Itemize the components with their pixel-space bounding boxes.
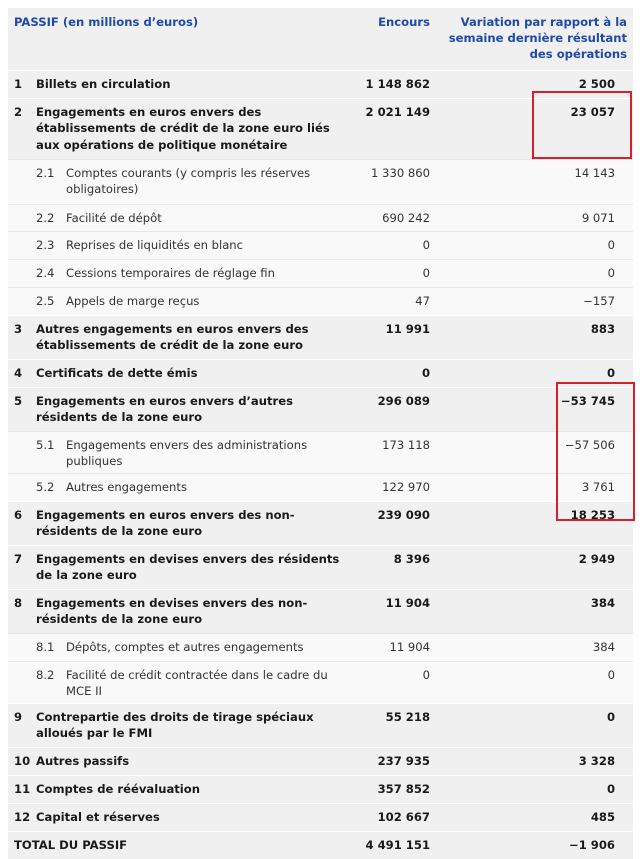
row-label: Comptes courants (y compris les réserves obligatoires) — [66, 165, 311, 196]
row-encours: 122 970 — [350, 473, 440, 501]
row-label: Engagements envers des administrations publiques — [66, 437, 308, 468]
row-label: Engagements en euros envers d’autres résidents de la zone euro — [30, 387, 350, 431]
row-encours: 11 991 — [350, 315, 440, 359]
table-row — [8, 473, 633, 501]
total-variation: −1 906 — [440, 831, 633, 859]
row-label: Dépôts, comptes et autres engagements — [66, 639, 304, 654]
row-encours: 8 396 — [350, 545, 440, 589]
table-row — [8, 661, 633, 703]
row-label: Comptes de réévaluation — [30, 775, 350, 803]
table-row — [8, 315, 633, 359]
table-row — [8, 287, 633, 315]
row-variation: 9 071 — [440, 204, 633, 231]
highlight-box — [532, 91, 632, 159]
row-label: Certificats de dette émis — [30, 359, 350, 387]
row-encours: 296 089 — [350, 387, 440, 431]
row-encours: 173 118 — [350, 431, 440, 473]
row-label: Engagements en euros envers des non-résidents de la zone euro — [30, 501, 350, 545]
row-encours: 102 667 — [350, 803, 440, 831]
row-encours: 1 330 860 — [350, 159, 440, 204]
row-label: Facilité de crédit contractée dans le cadre du MCE II — [66, 667, 328, 698]
row-encours: 47 — [350, 287, 440, 315]
row-encours: 690 242 — [350, 204, 440, 231]
row-number: 8.2 — [36, 667, 55, 682]
row-encours: 11 904 — [350, 633, 440, 661]
table-row — [8, 159, 633, 204]
table-row — [8, 259, 633, 287]
row-variation: 18 253 — [440, 501, 633, 545]
row-number: 1 — [8, 70, 30, 98]
table-row — [8, 359, 633, 387]
row-encours: 2 021 149 — [350, 98, 440, 159]
row-variation: 3 761 — [440, 473, 633, 501]
header-label: PASSIF (en millions d’euros) — [14, 15, 199, 29]
row-number: 9 — [8, 703, 30, 747]
row-variation: 0 — [440, 775, 633, 803]
row-variation: 485 — [440, 803, 633, 831]
row-label: Contrepartie des droits de tirage spéciaux alloués par le FMI — [30, 703, 350, 747]
row-encours: 11 904 — [350, 589, 440, 633]
row-number: 6 — [8, 501, 30, 545]
row-variation: 0 — [440, 259, 633, 287]
row-number: 7 — [8, 545, 30, 589]
row-number: 5.2 — [36, 479, 55, 494]
header-encours: Encours — [378, 15, 431, 29]
row-variation: 883 — [440, 315, 633, 359]
row-variation: −53 745 — [440, 387, 633, 431]
row-encours: 55 218 — [350, 703, 440, 747]
row-label: Autres engagements en euros envers des établissements de crédit de la zone euro — [30, 315, 350, 359]
row-number: 2.2 — [36, 210, 55, 225]
row-number: 10 — [8, 747, 30, 775]
row-label: Billets en circulation — [30, 70, 350, 98]
table-header-row — [8, 8, 633, 70]
row-number: 2.5 — [36, 293, 55, 308]
row-label: Facilité de dépôt — [66, 210, 162, 225]
row-number: 5.1 — [36, 437, 55, 452]
table-row — [8, 633, 633, 661]
total-label: TOTAL DU PASSIF — [8, 831, 350, 859]
row-encours: 0 — [350, 231, 440, 259]
row-encours: 239 090 — [350, 501, 440, 545]
highlight-box — [556, 382, 635, 521]
row-number: 8 — [8, 589, 30, 633]
row-label: Engagements en euros envers des établissements de crédit de la zone euro liés aux opérations de politique monétaire — [30, 98, 350, 159]
row-number: 3 — [8, 315, 30, 359]
table-row — [8, 803, 633, 831]
row-variation: −57 506 — [440, 431, 633, 473]
row-variation: 0 — [440, 231, 633, 259]
table-row — [8, 204, 633, 231]
row-number: 8.1 — [36, 639, 55, 654]
table-row — [8, 231, 633, 259]
row-variation: 2 500 — [440, 70, 633, 98]
total-row — [8, 831, 633, 859]
row-variation: 384 — [440, 589, 633, 633]
table-row — [8, 431, 633, 473]
row-number: 12 — [8, 803, 30, 831]
row-variation: 0 — [440, 359, 633, 387]
table-row — [8, 589, 633, 633]
table-row — [8, 387, 633, 431]
row-variation: 384 — [440, 633, 633, 661]
table-row — [8, 775, 633, 803]
row-label: Engagements en devises envers des non-résidents de la zone euro — [30, 589, 350, 633]
table-row — [8, 747, 633, 775]
row-label: Engagements en devises envers des résidents de la zone euro — [30, 545, 350, 589]
row-number: 2.3 — [36, 237, 55, 252]
total-encours: 4 491 151 — [350, 831, 440, 859]
row-label: Autres engagements — [66, 479, 187, 494]
table-row — [8, 703, 633, 747]
row-label: Appels de marge reçus — [66, 293, 200, 308]
table-row — [8, 501, 633, 545]
row-number: 2.1 — [36, 165, 55, 180]
row-encours: 0 — [350, 359, 440, 387]
row-number: 2.4 — [36, 265, 55, 280]
row-number: 5 — [8, 387, 30, 431]
row-variation: 2 949 — [440, 545, 633, 589]
row-encours: 0 — [350, 661, 440, 703]
row-variation: −157 — [440, 287, 633, 315]
row-label: Reprises de liquidités en blanc — [66, 237, 244, 252]
row-label: Cessions temporaires de réglage fin — [66, 265, 275, 280]
row-number: 2 — [8, 98, 30, 159]
row-encours: 357 852 — [350, 775, 440, 803]
row-variation: 0 — [440, 703, 633, 747]
header-variation: Variation par rapport à la semaine dernière résultant des opérations — [448, 15, 628, 61]
row-encours: 1 148 862 — [350, 70, 440, 98]
row-number: 11 — [8, 775, 30, 803]
row-label: Capital et réserves — [30, 803, 350, 831]
row-encours: 237 935 — [350, 747, 440, 775]
row-encours: 0 — [350, 259, 440, 287]
row-variation: 0 — [440, 661, 633, 703]
table-row — [8, 545, 633, 589]
row-variation: 23 057 — [440, 98, 633, 159]
row-variation: 3 328 — [440, 747, 633, 775]
row-variation: 14 143 — [440, 159, 633, 204]
row-label: Autres passifs — [30, 747, 350, 775]
row-number: 4 — [8, 359, 30, 387]
